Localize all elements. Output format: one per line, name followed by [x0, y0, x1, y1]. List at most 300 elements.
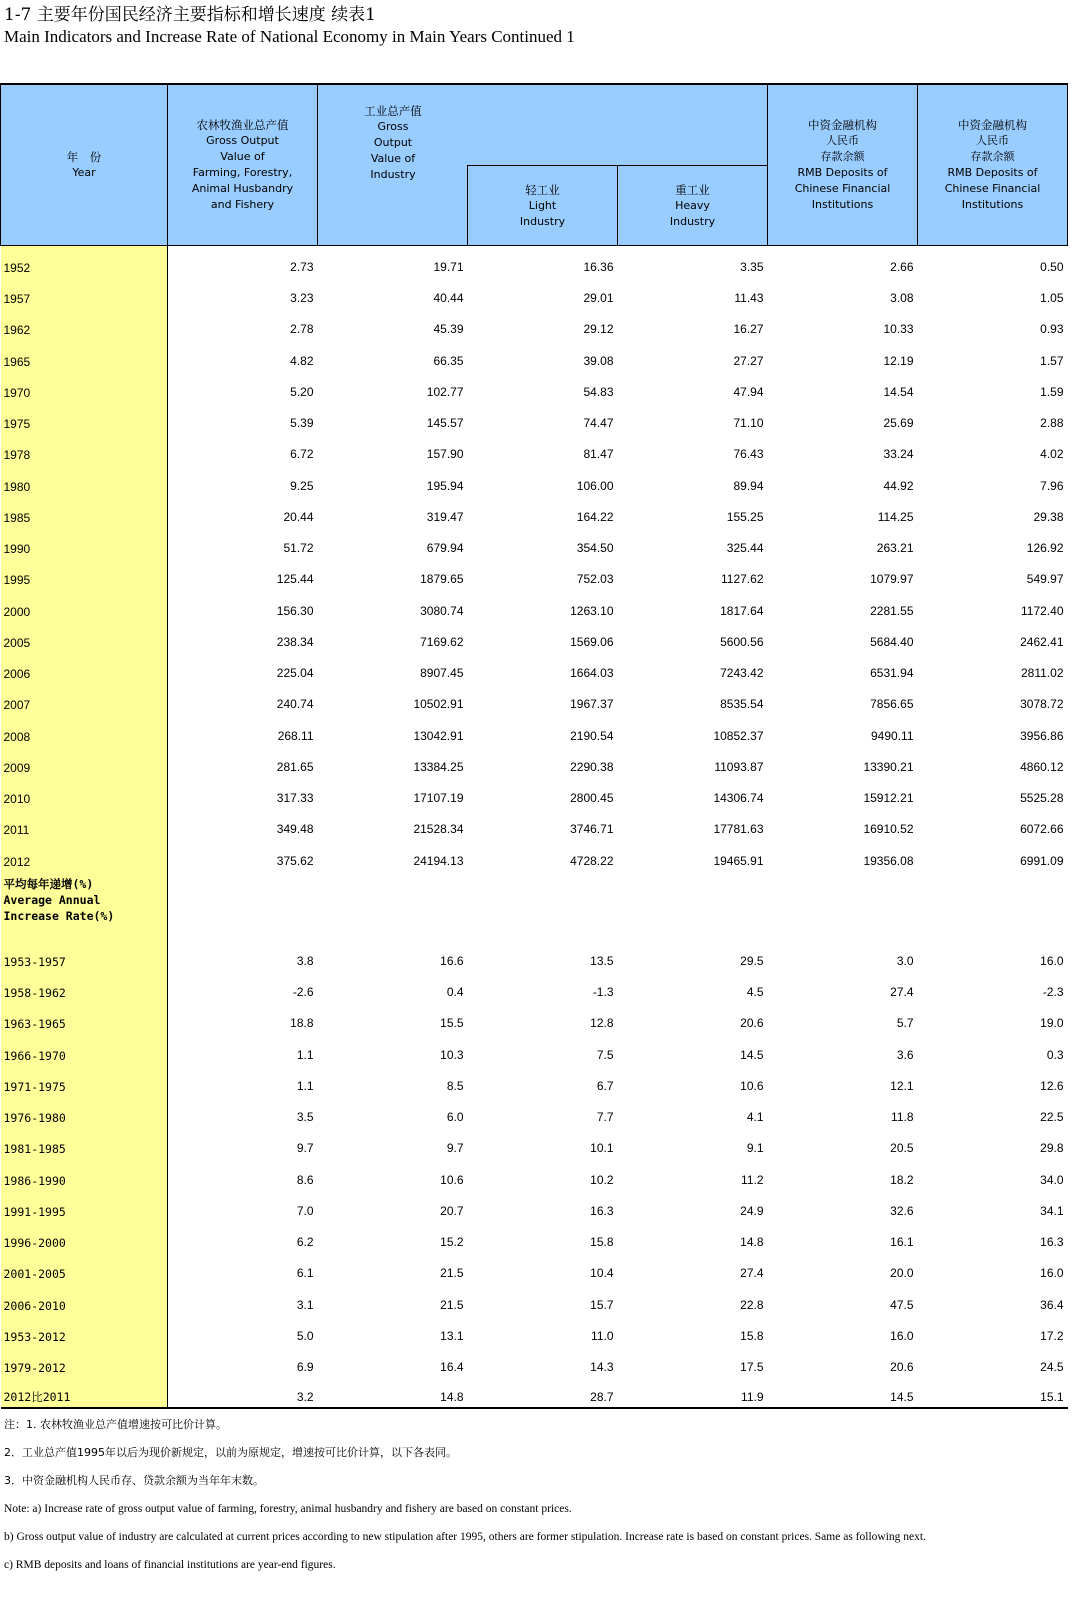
- row-label: 2011: [1, 808, 168, 839]
- data-cell: 2811.02: [1021, 666, 1064, 680]
- data-cell: 6991.09: [1020, 853, 1064, 868]
- data-cell: 11.2: [741, 1172, 764, 1187]
- table-row: [1, 246, 1068, 277]
- data-cell: 114.25: [877, 509, 914, 524]
- data-cell: 0.93: [1040, 322, 1064, 337]
- data-cell: 20.7: [440, 1203, 464, 1218]
- data-cell: 12.19: [883, 353, 914, 368]
- data-cell: 4.82: [290, 353, 314, 368]
- table-row: [1, 1315, 1068, 1346]
- data-cell: 20.6: [890, 1360, 914, 1374]
- data-cell: 17.2: [1040, 1328, 1064, 1343]
- table-row: [1, 558, 1068, 589]
- data-cell: 81.47: [583, 447, 614, 462]
- row-label: 2010: [1, 777, 168, 808]
- data-cell: 25.69: [883, 416, 914, 430]
- data-cell: 5.39: [290, 416, 314, 430]
- table-row: [1, 746, 1068, 777]
- data-cell: 32.6: [890, 1203, 914, 1218]
- data-cell: 3.1: [296, 1297, 314, 1312]
- data-cell: 14.3: [590, 1360, 614, 1374]
- data-cell: 16.0: [1040, 1266, 1064, 1281]
- data-cell: 679.94: [426, 541, 464, 555]
- data-cell: -2.6: [292, 985, 314, 999]
- header-heavy-industry: 重工业 Heavy Industry: [618, 166, 768, 246]
- table-row: [1, 683, 1068, 714]
- data-cell: 20.44: [283, 509, 314, 524]
- data-cell: 6.72: [290, 447, 314, 462]
- data-cell: 12.6: [1040, 1078, 1064, 1093]
- table-row: [1, 652, 1068, 683]
- data-cell: 24.9: [740, 1203, 764, 1218]
- row-label: 1957: [1, 277, 168, 308]
- header-year: 年 份 Year: [1, 84, 168, 246]
- note-cn-2: 2．工业总产值1995年以后为现价新规定，以前为原规定，增速按可比价计算，以下各表同。: [4, 1446, 457, 1459]
- data-cell: 752.03: [576, 572, 614, 587]
- data-cell: 27.4: [740, 1266, 764, 1281]
- header-industry: 工业总产值 Gross Output Value of Industry: [318, 84, 768, 166]
- data-cell: 5525.28: [1020, 791, 1064, 805]
- row-label: 2012: [1, 839, 168, 870]
- table-row: [1, 1190, 1068, 1221]
- data-cell: 6531.94: [870, 666, 914, 680]
- data-cell: 66.35: [433, 353, 464, 368]
- row-label: 1996-2000: [1, 1221, 168, 1252]
- data-cell: 0.3: [1046, 1047, 1064, 1062]
- data-cell: 7.7: [596, 1110, 614, 1124]
- data-cell: -1.3: [592, 985, 614, 999]
- table-row: [1, 527, 1068, 558]
- data-cell: 317.33: [276, 791, 314, 805]
- data-cell: 126.92: [1026, 541, 1064, 555]
- notes: [4, 1411, 926, 1579]
- data-cell: 21.5: [440, 1266, 464, 1281]
- data-cell: 29.12: [583, 322, 614, 337]
- row-label: 1981-1985: [1, 1127, 168, 1158]
- data-cell: 240.74: [276, 697, 314, 712]
- section-row: [1, 871, 1068, 940]
- data-cell: 1569.06: [570, 634, 614, 649]
- data-cell: 3.23: [290, 291, 314, 305]
- row-label: 1978: [1, 433, 168, 464]
- data-cell: 13384.25: [413, 759, 464, 774]
- data-cell: 19.0: [1040, 1016, 1064, 1031]
- data-cell: 10.2: [590, 1172, 614, 1187]
- data-cell: 1263.10: [570, 603, 614, 618]
- data-cell: 3.8: [296, 953, 314, 968]
- data-cell: 4.5: [746, 985, 764, 999]
- data-cell: 14.5: [740, 1047, 764, 1062]
- header-deposits-2: 中资金融机构 人民币 存款余额 RMB Deposits of Chinese Financial Institutions: [918, 84, 1068, 246]
- data-cell: 44.92: [883, 478, 914, 493]
- data-cell: 1.05: [1040, 291, 1064, 305]
- data-cell: 5.0: [296, 1328, 314, 1343]
- data-cell: 5684.40: [870, 634, 914, 649]
- row-label: 1962: [1, 308, 168, 339]
- row-label: 1966-1970: [1, 1033, 168, 1064]
- data-cell: 10.3: [440, 1047, 464, 1062]
- data-cell: 24.5: [1040, 1360, 1064, 1374]
- data-cell: 3746.71: [570, 822, 614, 837]
- data-cell: 19.71: [433, 259, 464, 274]
- data-cell: 1879.65: [420, 572, 464, 587]
- data-cell: 7.0: [296, 1203, 314, 1218]
- data-cell: 157.90: [426, 447, 464, 462]
- data-cell: 10.4: [590, 1266, 614, 1281]
- table-row: [1, 496, 1068, 527]
- data-cell: 125.44: [276, 572, 314, 587]
- data-cell: 1664.03: [570, 666, 614, 680]
- data-cell: 17107.19: [413, 791, 464, 805]
- header-light-industry: 轻工业 Light Industry: [468, 166, 618, 246]
- data-cell: 1967.37: [570, 697, 614, 712]
- data-cell: 7.5: [596, 1047, 614, 1062]
- data-cell: 106.00: [576, 478, 614, 493]
- table-row: [1, 371, 1068, 402]
- data-cell: 11093.87: [714, 759, 764, 774]
- data-cell: 34.1: [1040, 1203, 1064, 1218]
- row-label: 1970: [1, 371, 168, 402]
- data-cell: 36.4: [1040, 1297, 1064, 1312]
- data-cell: 47.94: [733, 384, 764, 399]
- data-cell: 268.11: [277, 728, 314, 743]
- data-cell: 19356.08: [863, 853, 914, 868]
- data-cell: 24194.13: [413, 853, 464, 868]
- data-cell: 15.7: [590, 1297, 614, 1312]
- data-cell: 34.0: [1040, 1172, 1064, 1187]
- row-label: 2006: [1, 652, 168, 683]
- data-cell: 4.1: [746, 1110, 764, 1124]
- row-label: 1980: [1, 464, 168, 495]
- row-label: 1985: [1, 496, 168, 527]
- table-row: [1, 1377, 1068, 1408]
- data-cell: 1172.40: [1021, 603, 1064, 618]
- row-label: 1995: [1, 558, 168, 589]
- table-row: [1, 714, 1068, 745]
- data-cell: 16.0: [890, 1328, 914, 1343]
- data-cell: 40.44: [433, 291, 464, 305]
- table-row: [1, 1252, 1068, 1283]
- data-cell: 145.57: [426, 416, 464, 430]
- data-cell: 319.47: [426, 509, 464, 524]
- data-cell: 54.83: [583, 384, 614, 399]
- note-en-a: Note: a) Increase rate of gross output value of farming, forestry, animal husbandry and fishery are based on constant prices.: [4, 1503, 572, 1515]
- data-cell: 2190.54: [570, 728, 614, 743]
- data-cell: 14.8: [740, 1235, 764, 1249]
- data-cell: 14.5: [768, 1377, 918, 1408]
- table-row: [1, 1065, 1068, 1096]
- table-row: [1, 308, 1068, 339]
- data-cell: 12.8: [590, 1016, 614, 1031]
- table-row: [1, 808, 1068, 839]
- data-cell: 20.0: [890, 1266, 914, 1281]
- table-row: [1, 277, 1068, 308]
- title-chinese: 1-7 主要年份国民经济主要指标和增长速度 续表1: [4, 5, 376, 25]
- data-cell: 3.0: [896, 953, 914, 968]
- data-cell: 325.44: [726, 541, 764, 555]
- data-cell: 11.43: [734, 291, 764, 305]
- data-cell: 13042.91: [413, 728, 464, 743]
- data-cell: 1.1: [296, 1047, 314, 1062]
- data-cell: 17781.63: [713, 822, 764, 837]
- table-row: [1, 1221, 1068, 1252]
- table-row: [1, 339, 1068, 370]
- table-row: [1, 940, 1068, 971]
- row-label: 1958-1962: [1, 971, 168, 1002]
- data-cell: 16.1: [890, 1235, 914, 1249]
- data-cell: 2290.38: [570, 759, 614, 774]
- data-cell: 11.8: [891, 1110, 914, 1124]
- row-label: 2005: [1, 621, 168, 652]
- data-cell: 7243.42: [720, 666, 764, 680]
- table-body: [1, 246, 1068, 1409]
- data-cell: 7.96: [1040, 478, 1064, 493]
- data-cell: 10.6: [740, 1078, 764, 1093]
- header-deposits-1: 中资金融机构 人民币 存款余额 RMB Deposits of Chinese Financial Institutions: [768, 84, 918, 246]
- data-cell: 6.9: [296, 1360, 314, 1374]
- data-cell: 18.8: [290, 1016, 314, 1031]
- data-cell: 16910.52: [863, 822, 914, 837]
- indicators-table: [0, 83, 1068, 1409]
- data-cell: 14.8: [318, 1377, 468, 1408]
- data-cell: 225.04: [276, 666, 314, 680]
- row-label: 1991-1995: [1, 1190, 168, 1221]
- header-farming: 农林牧渔业总产值 Gross Output Value of Farming, Forestry, Animal Husbandry and Fishery: [168, 84, 318, 246]
- data-cell: 15.2: [440, 1235, 464, 1249]
- data-cell: 45.39: [433, 322, 464, 337]
- data-cell: 16.0: [1040, 953, 1064, 968]
- table-row: [1, 1346, 1068, 1377]
- data-cell: 5600.56: [720, 634, 764, 649]
- data-cell: 71.10: [733, 416, 764, 430]
- data-cell: 6.0: [446, 1110, 464, 1124]
- data-cell: 15912.21: [863, 791, 914, 805]
- data-cell: 2800.45: [570, 791, 614, 805]
- data-cell: 3.08: [890, 291, 914, 305]
- table-row: [1, 621, 1068, 652]
- data-cell: 9.25: [290, 478, 314, 493]
- row-label: 1965: [1, 339, 168, 370]
- data-cell: 6.2: [296, 1235, 314, 1249]
- row-label: 1976-1980: [1, 1096, 168, 1127]
- note-en-c: c) RMB deposits and loans of financial institutions are year-end figures.: [4, 1559, 336, 1571]
- row-label: 1979-2012: [1, 1346, 168, 1377]
- data-cell: 21.5: [440, 1297, 464, 1312]
- table-row: [1, 839, 1068, 870]
- data-cell: 16.3: [1040, 1235, 1064, 1249]
- data-cell: 8.5: [446, 1078, 464, 1093]
- data-cell: 28.7: [468, 1377, 618, 1408]
- title-block: [4, 4, 575, 48]
- data-cell: 10502.91: [413, 697, 464, 712]
- data-cell: 3.35: [740, 259, 764, 274]
- data-cell: 33.24: [883, 447, 914, 462]
- data-cell: 39.08: [583, 353, 614, 368]
- data-cell: 19465.91: [713, 853, 764, 868]
- data-cell: 4.02: [1040, 447, 1064, 462]
- data-cell: 16.3: [590, 1203, 614, 1218]
- note-en-b: b) Gross output value of industry are calculated at current prices according to new stipulation after 1995, others are former stipulation. Increase rate is based on constant prices. Same as following next.: [4, 1531, 926, 1543]
- table-row: [1, 464, 1068, 495]
- data-cell: 8907.45: [420, 666, 464, 680]
- data-cell: 9.7: [296, 1141, 314, 1156]
- data-cell: 4860.12: [1020, 759, 1064, 774]
- data-cell: 8535.54: [720, 697, 764, 712]
- data-cell: 5.7: [896, 1016, 914, 1031]
- table-row: [1, 433, 1068, 464]
- data-cell: 14306.74: [713, 791, 764, 805]
- data-cell: 15.5: [440, 1016, 464, 1031]
- data-cell: 7856.65: [870, 697, 914, 712]
- data-cell: 1.1: [296, 1078, 314, 1093]
- table-row: [1, 589, 1068, 620]
- data-cell: 2.66: [890, 259, 914, 274]
- table-row: [1, 1002, 1068, 1033]
- data-cell: 89.94: [733, 478, 764, 493]
- note-cn-3: 3．中资金融机构人民币存、贷款余额为当年年末数。: [4, 1474, 264, 1487]
- data-cell: 281.65: [276, 759, 314, 774]
- data-cell: 4728.22: [570, 853, 614, 868]
- data-cell: 27.27: [733, 353, 764, 368]
- row-label: 2012比2011: [1, 1377, 168, 1408]
- row-label: 1990: [1, 527, 168, 558]
- table-row: [1, 402, 1068, 433]
- data-cell: 3078.72: [1020, 697, 1064, 712]
- row-label: 1953-2012: [1, 1315, 168, 1346]
- data-cell: 7169.62: [420, 634, 464, 649]
- row-label: 1963-1965: [1, 1002, 168, 1033]
- data-cell: 0.50: [1040, 259, 1064, 274]
- data-cell: 47.5: [890, 1297, 914, 1312]
- data-cell: 76.43: [733, 447, 764, 462]
- data-cell: 9.7: [446, 1141, 464, 1156]
- data-cell: 195.94: [426, 478, 464, 493]
- row-label: 2009: [1, 746, 168, 777]
- data-cell: 18.2: [890, 1172, 914, 1187]
- data-cell: 16.36: [583, 259, 614, 274]
- data-cell: 6.1: [296, 1266, 314, 1281]
- data-cell: 2462.41: [1020, 634, 1064, 649]
- data-cell: 29.38: [1033, 509, 1064, 524]
- data-cell: 0.4: [446, 985, 464, 999]
- data-cell: 22.8: [740, 1297, 764, 1312]
- data-cell: 3.5: [296, 1110, 314, 1124]
- data-cell: 15.1: [918, 1377, 1068, 1408]
- data-cell: 11.0: [591, 1328, 614, 1343]
- data-cell: 2281.55: [870, 603, 914, 618]
- data-cell: 1817.64: [720, 603, 764, 618]
- data-cell: 6072.66: [1020, 822, 1064, 837]
- data-cell: 10.1: [590, 1141, 614, 1156]
- table-row: [1, 1127, 1068, 1158]
- data-cell: 3.2: [168, 1377, 318, 1408]
- data-cell: 238.34: [276, 634, 314, 649]
- data-cell: 155.25: [726, 509, 764, 524]
- row-label: 2008: [1, 714, 168, 745]
- data-cell: 20.5: [890, 1141, 914, 1156]
- data-cell: 21528.34: [413, 822, 464, 837]
- section-label: 平均每年递增(%) Average Annual Increase Rate(%): [1, 871, 168, 940]
- data-cell: 349.48: [276, 822, 314, 837]
- data-cell: 3080.74: [420, 603, 464, 618]
- data-cell: 74.47: [583, 416, 614, 430]
- table-row: [1, 777, 1068, 808]
- table-row: [1, 1283, 1068, 1314]
- row-label: 2001-2005: [1, 1252, 168, 1283]
- data-cell: 102.77: [426, 384, 464, 399]
- row-label: 2006-2010: [1, 1283, 168, 1314]
- data-cell: 2.88: [1040, 416, 1064, 430]
- data-cell: 1.59: [1040, 384, 1064, 399]
- data-cell: 16.4: [440, 1360, 464, 1374]
- data-cell: 1079.97: [870, 572, 914, 587]
- note-cn-1: 注：1. 农林牧渔业总产值增速按可比价计算。: [4, 1418, 227, 1431]
- row-label: 1952: [1, 246, 168, 277]
- data-cell: 13390.21: [863, 759, 914, 774]
- data-cell: 12.1: [890, 1078, 914, 1093]
- data-cell: 11.9: [618, 1377, 768, 1408]
- row-label: 2000: [1, 589, 168, 620]
- data-cell: 3.6: [896, 1047, 914, 1062]
- data-cell: 1.57: [1040, 353, 1064, 368]
- table-row: [1, 1033, 1068, 1064]
- data-cell: 354.50: [576, 541, 614, 555]
- data-cell: 5.20: [290, 384, 314, 399]
- row-label: 1971-1975: [1, 1065, 168, 1096]
- data-cell: 13.1: [440, 1328, 464, 1343]
- data-cell: 263.21: [876, 541, 914, 555]
- data-cell: 9490.11: [871, 728, 914, 743]
- data-cell: 6.7: [596, 1078, 614, 1093]
- data-cell: 10.33: [883, 322, 914, 337]
- data-cell: 13.5: [590, 953, 614, 968]
- data-cell: 15.8: [740, 1328, 764, 1343]
- data-cell: 14.54: [883, 384, 914, 399]
- data-cell: 16.6: [440, 953, 464, 968]
- data-cell: 29.8: [1040, 1141, 1064, 1156]
- data-cell: 17.5: [740, 1360, 764, 1374]
- data-cell: 16.27: [733, 322, 764, 337]
- data-cell: 164.22: [576, 509, 614, 524]
- data-cell: 27.4: [890, 985, 914, 999]
- row-label: 1953-1957: [1, 940, 168, 971]
- data-cell: 10.6: [440, 1172, 464, 1187]
- row-label: 1986-1990: [1, 1158, 168, 1189]
- data-cell: 29.5: [740, 953, 764, 968]
- data-cell: 15.8: [590, 1235, 614, 1249]
- data-cell: 8.6: [296, 1172, 314, 1187]
- data-cell: 22.5: [1040, 1110, 1064, 1124]
- data-cell: 10852.37: [713, 728, 764, 743]
- title-english: Main Indicators and Increase Rate of National Economy in Main Years Continued 1: [4, 27, 575, 46]
- table-row: [1, 1158, 1068, 1189]
- data-cell: 2.73: [290, 259, 314, 274]
- data-cell: 29.01: [583, 291, 614, 305]
- data-cell: 9.1: [746, 1141, 764, 1156]
- data-cell: 156.30: [276, 603, 314, 618]
- data-cell: 375.62: [276, 853, 314, 868]
- table-row: [1, 971, 1068, 1002]
- data-cell: 549.97: [1026, 572, 1064, 587]
- data-cell: 51.72: [283, 541, 314, 555]
- data-cell: 1127.62: [721, 572, 764, 587]
- data-cell: 3956.86: [1020, 728, 1064, 743]
- data-cell: 2.78: [290, 322, 314, 337]
- data-cell: 20.6: [740, 1016, 764, 1031]
- row-label: 2007: [1, 683, 168, 714]
- data-cell: -2.3: [1042, 985, 1064, 999]
- table-row: [1, 1096, 1068, 1127]
